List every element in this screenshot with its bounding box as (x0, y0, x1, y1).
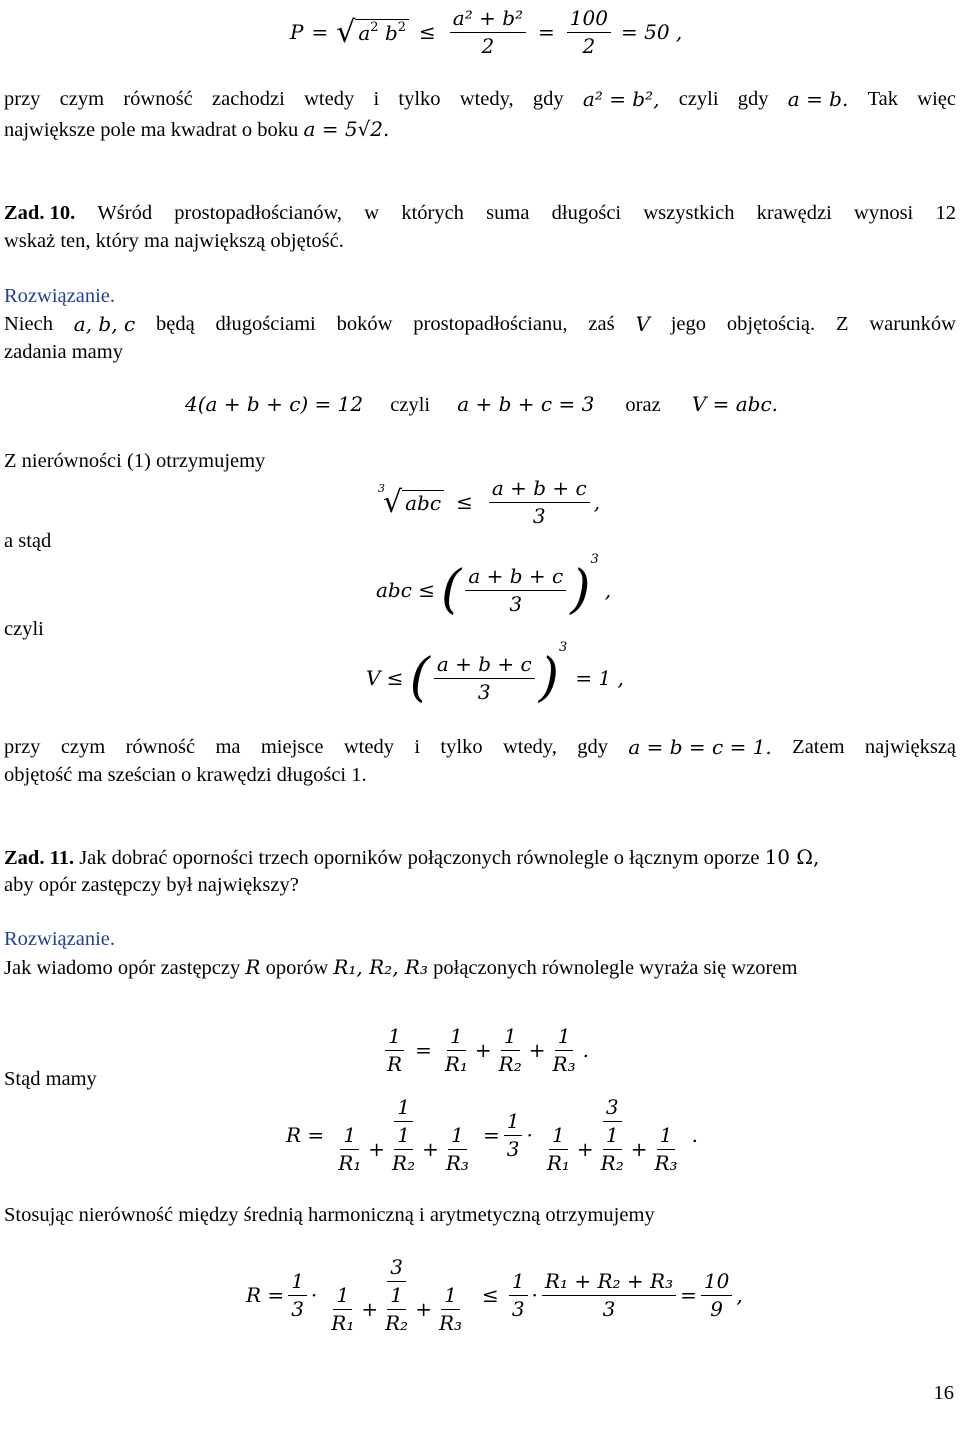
exponent: 3 (559, 640, 568, 655)
comma: , (604, 578, 612, 602)
sum-fraction: $\frac{\text{R₁ + R₂ + R₃}}{3}$ (542, 1270, 676, 1321)
zad11-line1 (4, 844, 956, 871)
word: tylko (398, 88, 441, 110)
zad11-math: 10 Ω, (764, 845, 820, 869)
zad10-line2: wskaż ten, który ma największą objętość. (4, 230, 344, 252)
cond-eq3: V = abc. (691, 392, 779, 416)
dot: · (526, 1123, 533, 1147)
word: gdy (737, 88, 769, 110)
niech-line1 (4, 311, 956, 337)
jak-wiadomo-line: Jak wiadomo opór zastępczy R oporów R₁, R₂, R₃ połączonych równolegle wyraża się wzorem (4, 955, 798, 979)
fraction-2: $\frac{100}{2}$ (567, 7, 611, 58)
czyli-label: czyli (4, 618, 44, 640)
formula-2 (286, 1090, 698, 1180)
le-sign: ≤ (456, 490, 473, 514)
word: Z (835, 313, 849, 335)
word: przy (4, 88, 41, 110)
word: gdy (532, 88, 564, 110)
word: największą (864, 736, 956, 758)
stad-mamy: Stąd mamy (4, 1068, 97, 1090)
word: ma (215, 736, 241, 758)
fraction: $\frac{a + b + c}{3}$ (489, 477, 590, 528)
eq-sign: = (680, 1283, 697, 1307)
word: V (635, 312, 650, 336)
result: = 1 , (575, 666, 624, 690)
word: objętością. (726, 313, 816, 335)
word: długości (551, 202, 622, 224)
word: równość (125, 736, 196, 758)
word: czym (59, 88, 105, 110)
fraction: $\frac{1}{R}$ (387, 1023, 403, 1076)
word: wynosi (854, 202, 914, 224)
word: wszystkich (643, 202, 735, 224)
ineq3-lhs: V ≤ (366, 666, 404, 690)
word: gdy (577, 736, 608, 758)
word: wtedy, (502, 736, 557, 758)
dot: · (310, 1283, 318, 1307)
word: czyli (678, 88, 719, 110)
para1-line2 (4, 116, 956, 143)
z-nierownosci: Z nierówności (1) otrzymujemy (4, 450, 266, 472)
word: i (373, 88, 380, 110)
word: miejsce (260, 736, 324, 758)
inequality-3 (366, 642, 624, 714)
zad11-text: Jak dobrać oporności trzech oporników połączonych równolegle o łącznym oporze (79, 847, 760, 869)
plus-sign: + (528, 1038, 546, 1062)
word: boków (336, 313, 393, 335)
fraction: $\frac{1}{\text{R₂}}$ (498, 1023, 522, 1076)
word: warunków (869, 313, 956, 335)
zad11-line2: aby opór zastępczy był największy? (4, 874, 299, 896)
word: długościami (215, 313, 316, 335)
para1-line1 (4, 86, 956, 112)
word: Tak (867, 88, 899, 110)
period: . (691, 1123, 698, 1147)
cuberoot-sign: √ (383, 484, 403, 520)
word: Niech (4, 313, 53, 335)
comma: , (736, 1283, 743, 1307)
fraction-1-3: $\frac{1}{3}$ (288, 1270, 307, 1321)
le-sign: ≤ (482, 1283, 499, 1307)
le-sign: ≤ (419, 20, 436, 44)
paren-right: ) (570, 560, 591, 620)
word: w (364, 202, 380, 224)
root-index: 3 (378, 481, 385, 495)
eq-sign: = (482, 1123, 500, 1147)
zad10-label: Zad. 10. (4, 202, 76, 224)
cond-eq2: a + b + c = 3 (457, 392, 595, 416)
word: wtedy (343, 736, 394, 758)
formula-3 (246, 1250, 743, 1340)
word: Wśród (97, 202, 153, 224)
word: wtedy, (459, 88, 514, 110)
word: prostopadłościanu, (413, 313, 568, 335)
word: więc (917, 88, 956, 110)
eq-sign: = (415, 1038, 432, 1062)
conclusion-line2: objętość ma sześcian o krawędzi długości 1. (4, 764, 367, 786)
paren-left: ( (409, 648, 430, 708)
word: jego (670, 313, 707, 335)
eq-result: = 50 , (620, 20, 683, 44)
word: wtedy (304, 88, 355, 110)
fraction: $\frac{\text{a² + b²}}{2}$ (450, 7, 526, 58)
lhs: R = (246, 1283, 285, 1307)
sqrt-sign: √ (336, 14, 356, 50)
inequality-1 (378, 470, 600, 534)
eq-sign: = (311, 20, 329, 44)
eq-sign-2: = (538, 20, 555, 44)
big-fraction-2: 3 $\frac{1}{\text{R₁}}$ + $\frac{1}{\text{R₂}}$ + $\frac{1}{\text{R₃}}$ (546, 1094, 678, 1175)
cond-eq1: 4(a + b + c) = 12 (185, 392, 364, 416)
word: zachodzi (212, 88, 285, 110)
ineq2-lhs: abc ≤ (376, 578, 436, 602)
fraction-1-3: $\frac{1}{3}$ (504, 1110, 523, 1161)
plus-sign: + (474, 1038, 492, 1062)
para1-text: największe pole ma kwadrat o boku (4, 119, 299, 141)
solution-label-11: Rozwiązanie. (4, 928, 115, 950)
big-fraction: 1 $\frac{1}{\text{R₁}}$ + $\frac{1}{\text{R₂}}$ + $\frac{1}{\text{R₃}}$ (338, 1094, 469, 1175)
paren-right: ) (538, 648, 560, 708)
top-equation (290, 4, 682, 60)
word: będą (156, 313, 195, 335)
word: a = b = c = 1. (628, 735, 772, 759)
word: zaś (588, 313, 615, 335)
para1-math: a = 5√2. (303, 117, 390, 141)
word: czym (60, 736, 106, 758)
word: 12 (935, 202, 956, 224)
a-stad: a stąd (4, 530, 52, 552)
fraction: $\frac{1}{\text{R₃}}$ (552, 1023, 576, 1076)
big-fraction: 3 $\frac{1}{\text{R₁}}$ + $\frac{1}{\text{R₂}}$ + $\frac{1}{\text{R₃}}$ (331, 1254, 463, 1335)
word: prostopadłościanów, (174, 202, 343, 224)
word: krawędzi (756, 202, 832, 224)
word: przy (4, 736, 41, 758)
word: których (401, 202, 464, 224)
comma: , (593, 490, 601, 514)
fraction: $\frac{a + b + c}{3}$ (434, 653, 535, 704)
result-fraction: $\frac{10}{9}$ (701, 1270, 732, 1321)
word: a, b, c (73, 312, 136, 336)
period: . (582, 1038, 589, 1062)
page-number: 16 (933, 1382, 954, 1404)
conclusion-line1 (4, 734, 956, 760)
eq-lhs: P (290, 20, 304, 44)
word: równość (123, 88, 193, 110)
word: a = b. (787, 87, 849, 111)
exponent: 3 (590, 552, 599, 567)
zad11-label: Zad. 11. (4, 847, 75, 869)
cuberoot-radicand: abc (402, 490, 444, 515)
condition-equations (185, 392, 778, 417)
fraction: $\frac{a + b + c}{3}$ (465, 565, 566, 616)
paren-left: ( (441, 560, 462, 620)
word: Zatem (792, 736, 845, 758)
fraction-1-3b: $\frac{1}{3}$ (509, 1270, 528, 1321)
cond-czyli: czyli (390, 394, 431, 416)
lhs: R = (286, 1123, 325, 1147)
word: suma (486, 202, 530, 224)
fraction: $\frac{1}{\text{R₁}}$ (444, 1023, 468, 1076)
dot: · (531, 1283, 538, 1307)
sqrt-radicand: $a^2$ $b^2$ (355, 19, 409, 45)
solution-label-10: Rozwiązanie. (4, 285, 115, 307)
cond-oraz: oraz (625, 394, 661, 416)
stosujac-line: Stosując nierówność między średnią harmoniczną i arytmetyczną otrzymujemy (4, 1204, 655, 1226)
niech-line2: zadania mamy (4, 341, 123, 363)
word: tylko (440, 736, 483, 758)
zad10-line1 (4, 200, 956, 226)
word: a² = b², (582, 87, 660, 111)
word: i (414, 736, 421, 758)
